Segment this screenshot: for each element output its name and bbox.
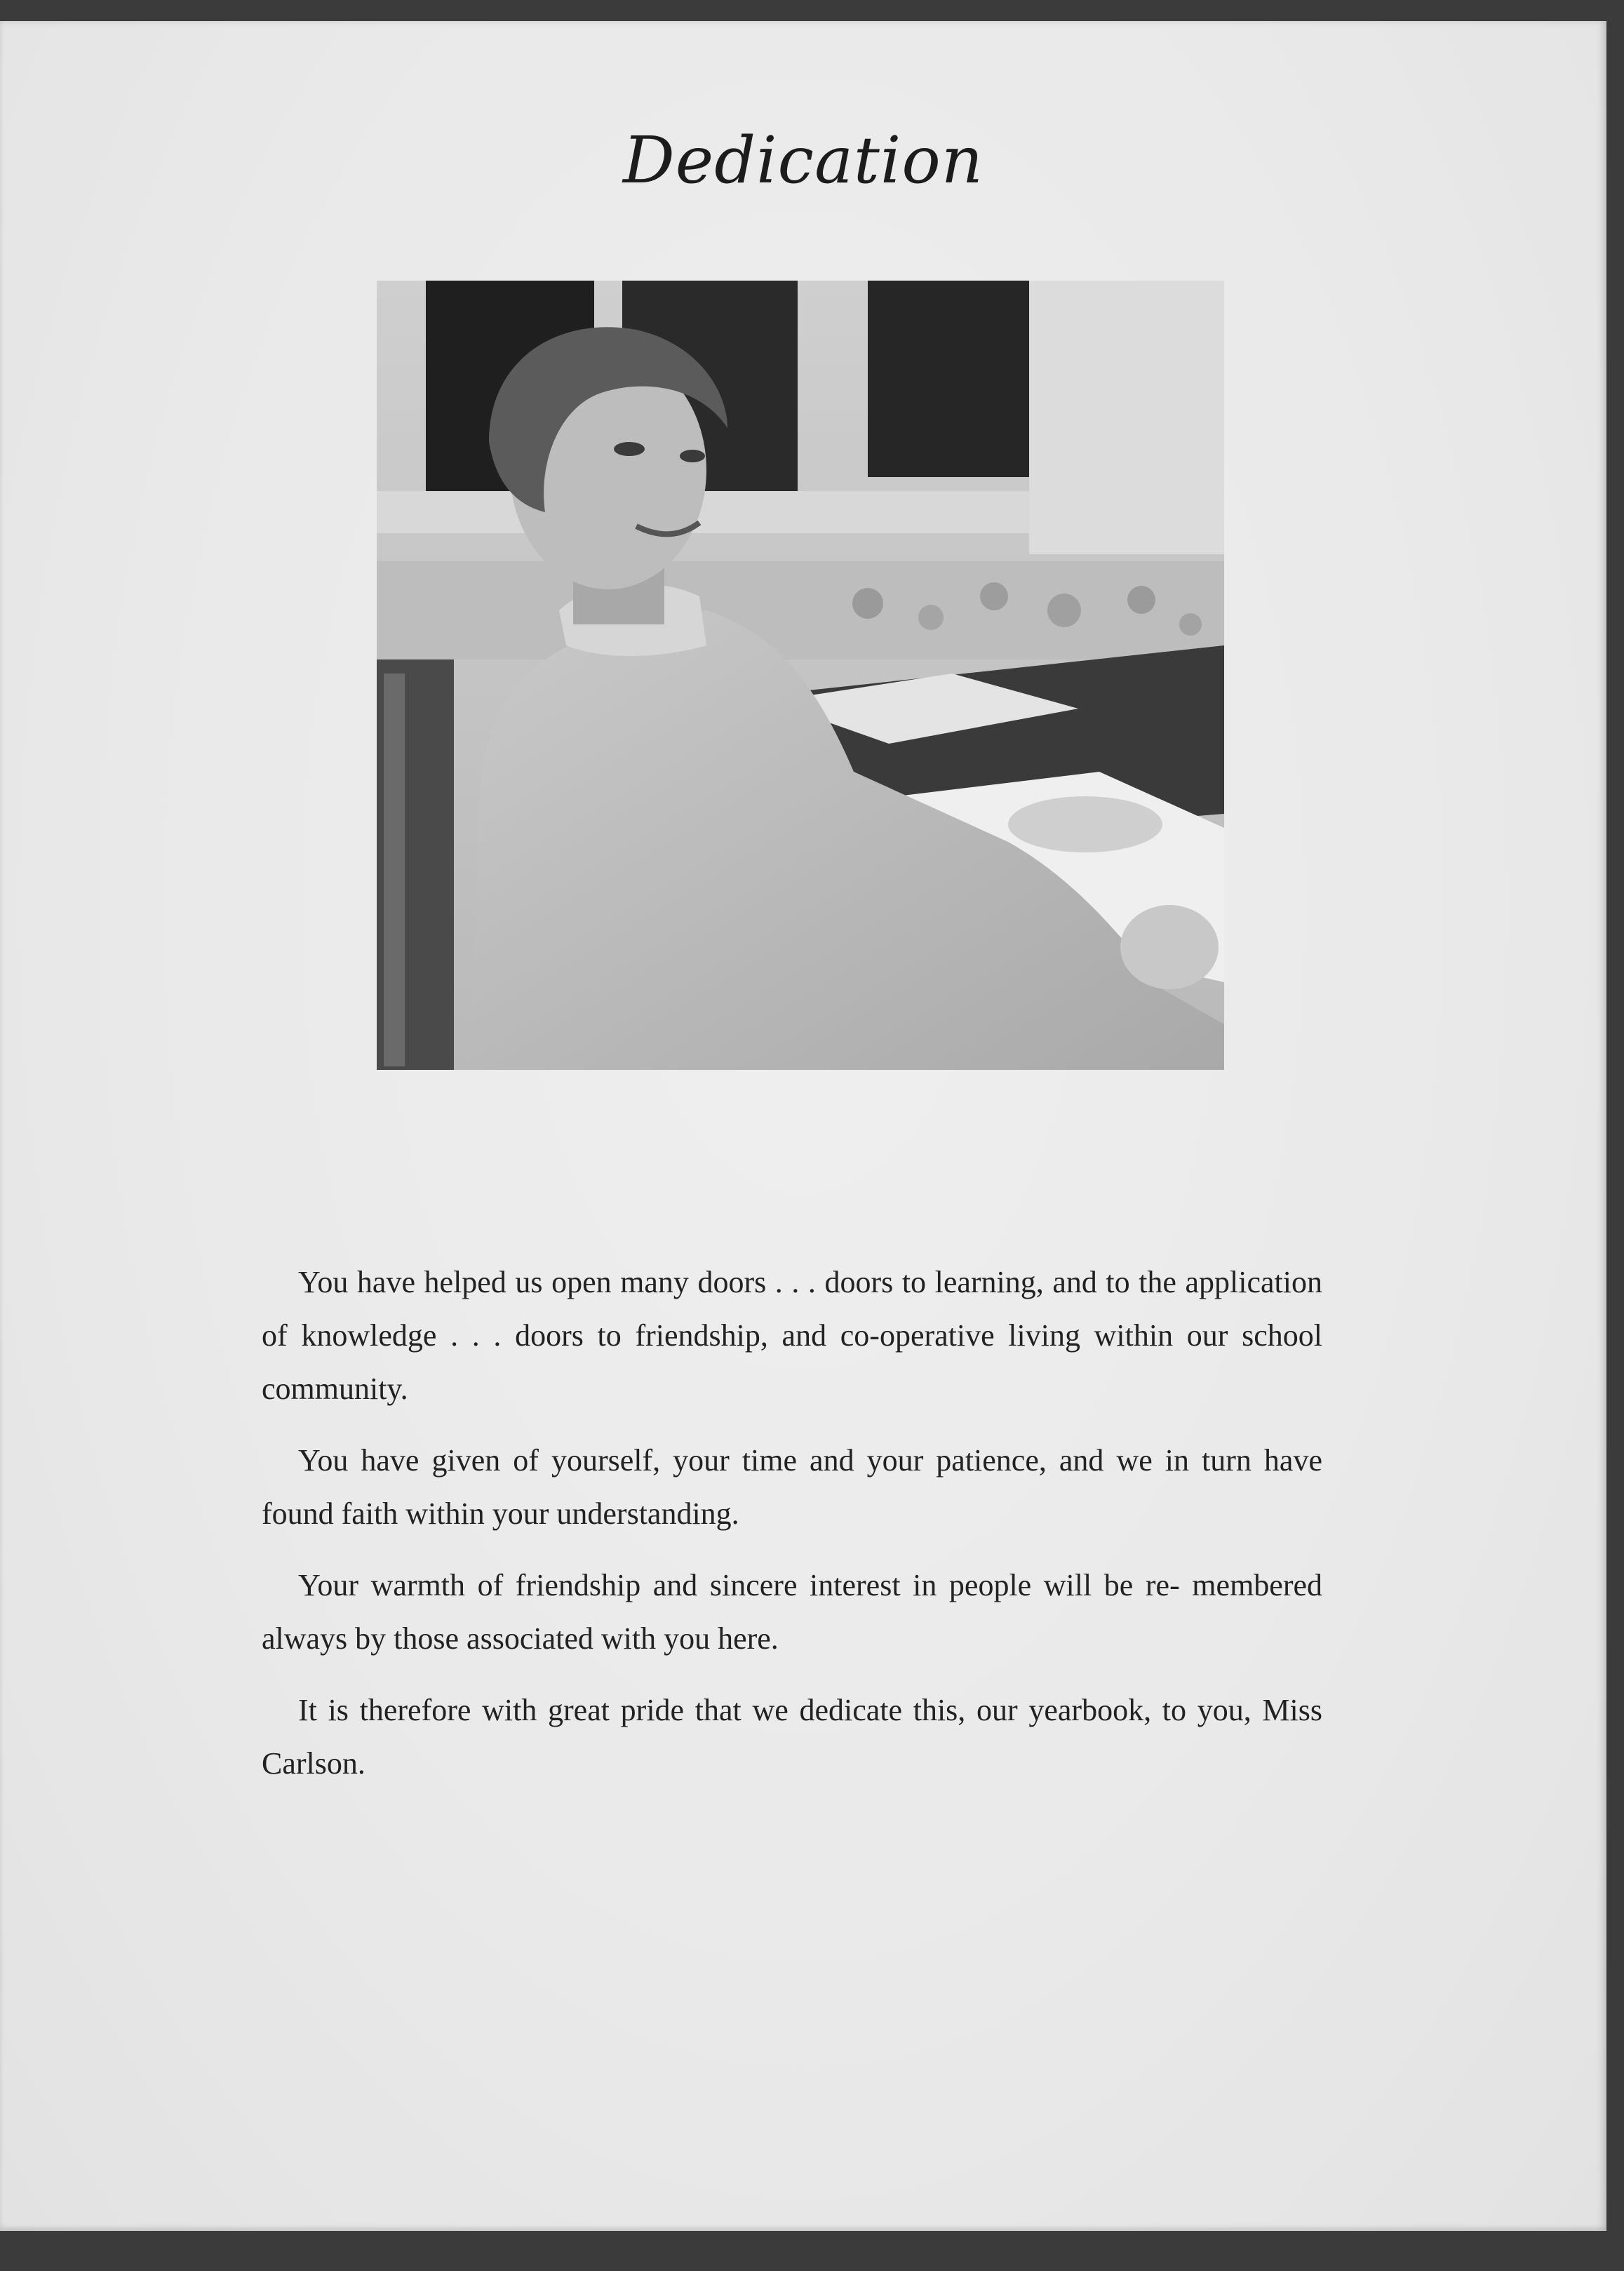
page-title: Dedication	[623, 123, 984, 198]
paragraph: You have helped us open many doors . . . doors to learning, and to the application of knowledge . . . doors to friendship, and co-operative living within our school community.	[262, 1265, 1322, 1406]
paragraph: It is therefore with great pride that we dedicate this, our yearbook, to you, Miss Carlson.	[262, 1693, 1322, 1781]
paragraph: You have given of yourself, your time and your patience, and we in turn have found faith within your understanding.	[262, 1443, 1322, 1531]
portrait-photo	[377, 281, 1224, 1070]
portrait-photo-icon	[377, 281, 1224, 1070]
dedication-text	[262, 1256, 1322, 1809]
paragraph: Your warmth of friendship and sincere interest in people will be re- membered always by those associated with you here.	[262, 1568, 1322, 1656]
yearbook-page	[0, 21, 1606, 2231]
